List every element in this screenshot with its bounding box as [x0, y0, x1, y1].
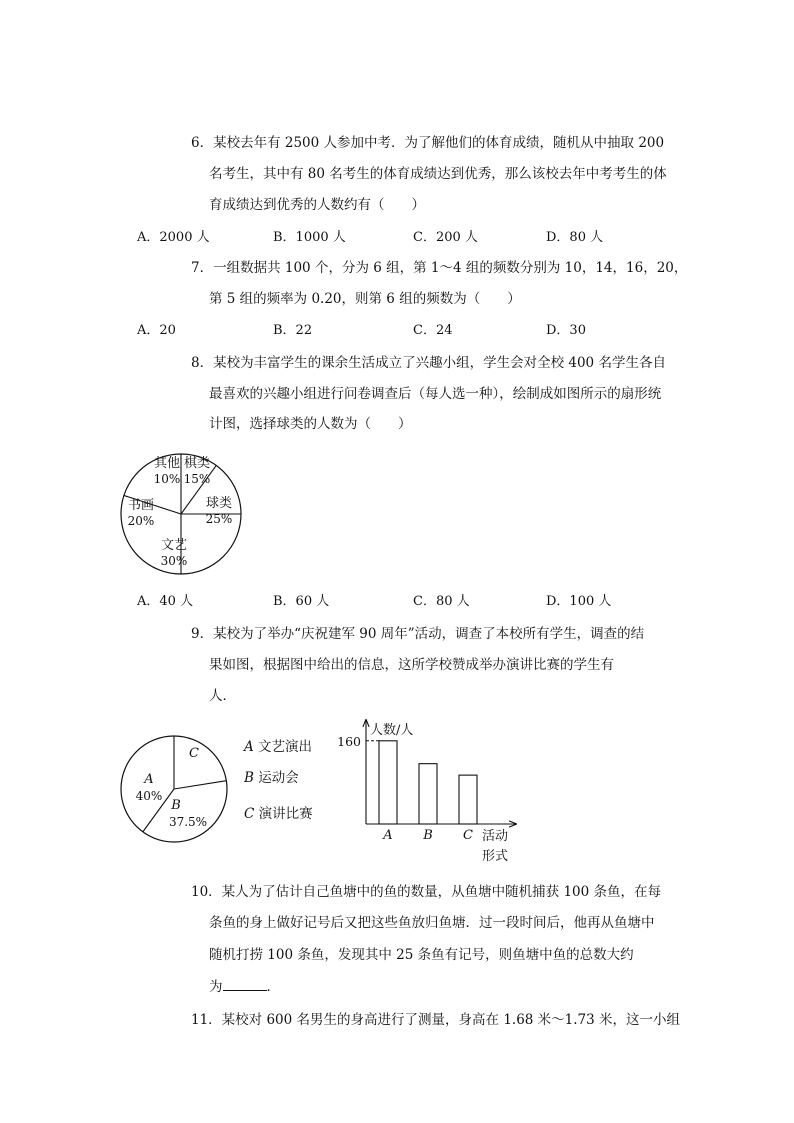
- q8-pie-slice-label: 球类: [205, 496, 233, 511]
- q8-pie-slice-percent: 15%: [183, 472, 211, 486]
- q7-option-c: C．24: [413, 323, 453, 338]
- q9-line-3: 人．: [209, 688, 236, 704]
- q8-pie-slice-percent: 30%: [160, 554, 188, 568]
- q10-line-2: 条鱼的身上做好记号后又把这些鱼放归鱼塘．过一段时间后，他再从鱼塘中: [209, 915, 655, 931]
- q9-pie-chart: [118, 733, 234, 847]
- q9-legend-b: [244, 769, 299, 787]
- q9-legend-a-key: A: [244, 739, 254, 755]
- q8-option-d: D．100 人: [546, 594, 612, 609]
- q8-pie-slice-label: 书画: [127, 498, 155, 513]
- q8-line-2: 最喜欢的兴趣小组进行问卷调查后（每人选一种），绘制成如图所示的扇形统: [209, 386, 662, 402]
- q9-legend-c-key: C: [244, 806, 255, 822]
- q8-pie-slice-label: 文艺: [160, 538, 188, 553]
- q9-line-2: 果如图，根据图中给出的信息，这所学校赞成举办演讲比赛的学生有: [209, 657, 614, 673]
- q9-pie-slice-label: B: [171, 798, 181, 813]
- q7-option-b: B．22: [273, 323, 313, 338]
- q8-option-a: A．40 人: [137, 594, 194, 609]
- bar-y-label: 人数/人: [370, 723, 414, 738]
- bar-category-label: B: [423, 828, 433, 843]
- q10-line-4: [209, 977, 280, 996]
- q9-pie-slice-label: A: [144, 772, 154, 787]
- bar-x-label-line-1: 活动: [482, 829, 509, 844]
- q6-option-a: A．2000 人: [137, 230, 210, 245]
- q10-line-3: 随机打捞 100 条鱼，发现其中 25 条鱼有记号，则鱼塘中鱼的总数大约: [209, 947, 634, 963]
- q8-line-3: 计图，选择球类的人数为（ ）: [209, 416, 412, 432]
- q8-line-1: 8．某校为丰富学生的课余生活成立了兴趣小组，学生会对全校 400 名学生各自: [191, 355, 666, 371]
- q9-legend-b-key: B: [244, 770, 254, 786]
- q9-legend-a: [244, 738, 312, 756]
- q10-answer-blank[interactable]: [223, 977, 267, 991]
- bar-x-label-line-2: 形式: [482, 849, 509, 864]
- q9-legend-b-text: 运动会: [258, 770, 299, 786]
- q9-bar-chart: [330, 712, 530, 870]
- q9-legend-c-text: 演讲比赛: [258, 806, 313, 822]
- q6-line-3: 育成绩达到优秀的人数约有（ ）: [209, 197, 425, 213]
- q6-option-b: B．1000 人: [273, 230, 346, 245]
- q9-pie-slice-percent: 37.5%: [168, 815, 208, 829]
- bar-C: [459, 775, 477, 824]
- bar-ytick-label: 160: [337, 733, 361, 749]
- q7-line-1: 7．一组数据共 100 个，分为 6 组，第 1～4 组的频数分别为 10，14，16，20，: [191, 260, 688, 276]
- q6-line-1: 6．某校去年有 2500 人参加中考．为了解他们的体育成绩，随机从中抽取 200: [191, 135, 665, 151]
- q7-line-2: 第 5 组的频率为 0.20，则第 6 组的频数为（ ）: [209, 291, 521, 307]
- q6-option-c: C．200 人: [413, 230, 478, 245]
- q9-pie-slice-label: C: [189, 746, 199, 761]
- q10-last-prefix: 为: [209, 979, 223, 995]
- q8-option-b: B．60 人: [273, 594, 330, 609]
- bar-category-label: C: [463, 828, 473, 843]
- q10-last-suffix: ．: [266, 979, 280, 995]
- bar-B: [419, 764, 437, 824]
- q10-line-1: 10．某人为了估计自己鱼塘中的鱼的数量，从鱼塘中随机捕获 100 条鱼，在每: [191, 884, 662, 900]
- q7-option-a: A．20: [137, 323, 176, 338]
- q8-pie-slice-percent: 20%: [127, 514, 155, 528]
- q9-legend-c: [244, 805, 313, 823]
- q9-legend-a-text: 文艺演出: [258, 739, 313, 755]
- q8-option-c: C．80 人: [413, 594, 470, 609]
- q8-pie-slice-label: 棋类: [183, 456, 211, 471]
- q6-option-d: D．80 人: [546, 230, 604, 245]
- bar-category-label: A: [383, 828, 393, 843]
- q8-pie-slice-label: 其他: [153, 456, 181, 471]
- q8-pie-slice-percent: 25%: [205, 512, 233, 526]
- q8-pie-chart: [118, 450, 250, 580]
- q8-pie-slice-percent: 10%: [153, 472, 181, 486]
- q7-option-d: D．30: [546, 323, 586, 338]
- q9-pie-slice-percent: 40%: [135, 789, 163, 803]
- q6-line-2: 名考生，其中有 80 名考生的体育成绩达到优秀，那么该校去年中考考生的体: [209, 166, 667, 182]
- bar-A: [379, 741, 397, 824]
- q9-line-1: 9．某校为了举办“庆祝建军 90 周年”活动，调查了本校所有学生，调查的结: [191, 626, 645, 642]
- q11-line-1: 11．某校对 600 名男生的身高进行了测量，身高在 1.68 米～1.73 米，这一小组: [191, 1012, 681, 1028]
